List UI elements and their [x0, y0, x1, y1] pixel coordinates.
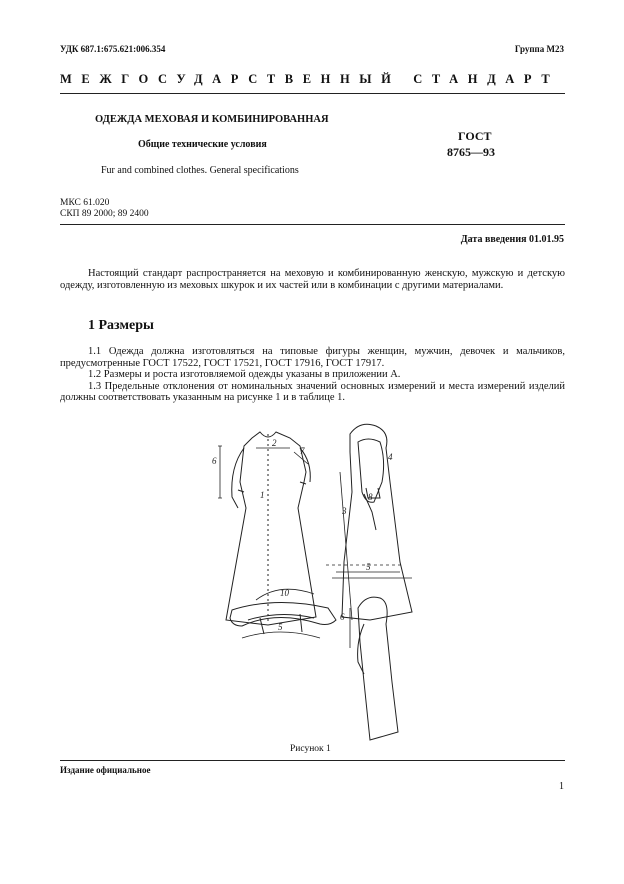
intro-date: Дата введения 01.01.95	[460, 234, 564, 245]
intro-paragraph: Настоящий стандарт распространяется на меховую и комбинированную женскую, мужскую и детскую одежду, изготовленную из меховых шкурок и их частей или в комбинации с другими материалами.	[60, 268, 565, 291]
document-title: ОДЕЖДА МЕХОВАЯ И КОМБИНИРОВАННАЯ	[95, 114, 329, 125]
gost-number: 8765—93	[447, 145, 495, 159]
label-5-top: 5	[366, 562, 371, 572]
section-heading: 1 Размеры	[88, 318, 154, 333]
codes-rule	[60, 224, 565, 225]
label-8: 8	[368, 492, 373, 502]
intro-paragraph-block	[60, 268, 565, 291]
mks-code: МКС 61.020	[60, 198, 110, 208]
label-4: 4	[388, 452, 393, 462]
label-2: 2	[272, 438, 277, 448]
standard-banner: МЕЖГОСУДАРСТВЕННЫЙ СТАНДАРТ	[60, 72, 560, 86]
udk-code: УДК 687.1:675.621:006.354	[60, 44, 166, 54]
label-10: 10	[280, 588, 289, 598]
document-subtitle: Общие технические условия	[138, 139, 267, 150]
section-paragraphs	[60, 346, 565, 404]
label-1: 1	[260, 490, 265, 500]
skp-code: СКП 89 2000; 89 2400	[60, 209, 149, 219]
paragraph-1-1: 1.1 Одежда должна изготовляться на типовые фигуры женщин, мужчин, девочек и мальчиков, предусмотренные ГОСТ 17522, ГОСТ 17521, ГОСТ 17916, ГОСТ 17917.	[60, 346, 565, 369]
label-7: 7	[300, 446, 305, 456]
figure-caption: Рисунок 1	[290, 744, 331, 754]
figure-1-drawing	[190, 412, 430, 744]
header-rule	[60, 93, 565, 94]
english-title: Fur and combined clothes. General specifications	[101, 165, 299, 176]
group-code: Группа М23	[514, 44, 564, 54]
page-number: 1	[559, 781, 564, 792]
paragraph-1-2: 1.2 Размеры и роста изготовляемой одежды указаны в приложении А.	[88, 369, 401, 380]
coat-side-view	[326, 424, 412, 620]
coat-front-view	[218, 432, 316, 625]
paragraph-1-3: 1.3 Предельные отклонения от номинальных значений основных измерений и места измерений изделий должны соответствовать указанным на рисунке 1 и в таблице 1.	[60, 380, 565, 403]
label-3: 3	[342, 506, 347, 516]
label-6-sleeve: 6	[340, 612, 345, 622]
gost-label: ГОСТ	[458, 129, 492, 143]
footer-rule	[60, 760, 565, 761]
label-5-collar: 5	[278, 622, 283, 632]
label-6: 6	[212, 456, 217, 466]
official-edition: Издание официальное	[60, 765, 151, 775]
